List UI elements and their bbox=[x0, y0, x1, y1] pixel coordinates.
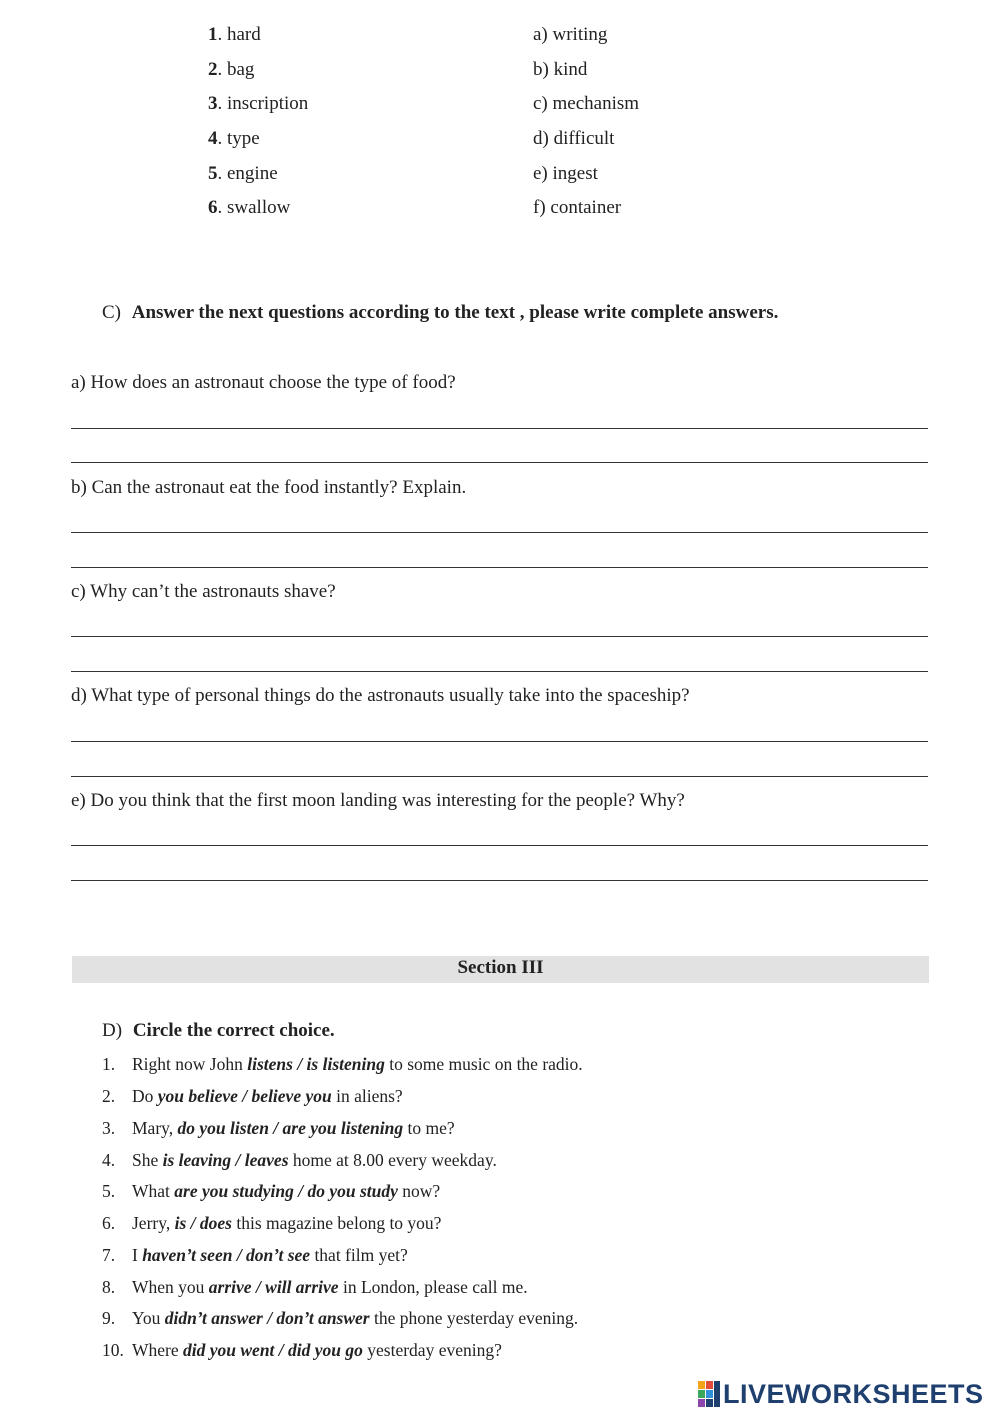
answer-line[interactable] bbox=[71, 636, 928, 637]
section-d-heading bbox=[102, 1020, 335, 1042]
answer-line[interactable] bbox=[71, 880, 928, 881]
choice-item: 2. Do you believe / believe you in aliens? bbox=[102, 1086, 403, 1106]
liveworksheets-wordmark: LIVEWORKSHEETS bbox=[723, 1378, 984, 1409]
choice-item: 5. What are you studying / do you study now? bbox=[102, 1181, 441, 1201]
answer-line[interactable] bbox=[71, 428, 928, 429]
match-left-item: 5. engine bbox=[208, 163, 278, 184]
choice-item: 9. You didn’t answer / don’t answer the phone yesterday evening. bbox=[102, 1308, 579, 1328]
choice-item: 6. Jerry, is / does this magazine belong to you? bbox=[102, 1213, 442, 1233]
choice-options[interactable]: listens / is listening bbox=[247, 1054, 385, 1074]
section-c-heading bbox=[102, 302, 778, 324]
answer-line[interactable] bbox=[71, 741, 928, 742]
match-row bbox=[0, 163, 1000, 193]
choice-options[interactable]: do you listen / are you listening bbox=[177, 1118, 404, 1138]
choice-item: 1. Right now John listens / is listening to some music on the radio. bbox=[102, 1054, 583, 1074]
answer-line[interactable] bbox=[71, 532, 928, 533]
liveworksheets-mark-icon bbox=[697, 1380, 721, 1408]
match-right-item: c) mechanism bbox=[533, 93, 640, 114]
section-title-bar: Section III bbox=[72, 956, 929, 983]
answer-line[interactable] bbox=[71, 671, 928, 672]
match-right-item: b) kind bbox=[533, 59, 588, 80]
choice-item: 10. Where did you went / did you go yesterday evening? bbox=[102, 1340, 502, 1360]
section-c-instruction: Answer the next questions according to the text , please write complete answers. bbox=[131, 302, 779, 323]
choice-options[interactable]: you believe / believe you bbox=[157, 1086, 332, 1106]
section-d-instruction: Circle the correct choice. bbox=[132, 1020, 335, 1041]
match-right-item: d) difficult bbox=[533, 128, 615, 149]
match-row bbox=[0, 128, 1000, 158]
match-right-item: f) container bbox=[533, 197, 622, 218]
choice-item: 4. She is leaving / leaves home at 8.00 every weekday. bbox=[102, 1150, 497, 1170]
choice-item: 7. I haven’t seen / don’t see that film yet? bbox=[102, 1245, 408, 1265]
answer-line[interactable] bbox=[71, 845, 928, 846]
match-row bbox=[0, 59, 1000, 89]
match-left-item: 2. bag bbox=[208, 59, 255, 80]
choice-item: 3. Mary, do you listen / are you listening to me? bbox=[102, 1118, 455, 1138]
question-e: e) Do you think that the first moon landing was interesting for the people? Why? bbox=[71, 790, 685, 811]
match-left-item: 6. swallow bbox=[208, 197, 291, 218]
match-right-item: a) writing bbox=[533, 24, 608, 45]
choice-options[interactable]: didn’t answer / don’t answer bbox=[164, 1308, 370, 1328]
choice-options[interactable]: did you went / did you go bbox=[183, 1340, 363, 1360]
choice-options[interactable]: arrive / will arrive bbox=[208, 1277, 339, 1297]
answer-line[interactable] bbox=[71, 567, 928, 568]
question-d: d) What type of personal things do the astronauts usually take into the spaceship? bbox=[71, 685, 690, 706]
match-row bbox=[0, 93, 1000, 123]
choice-options[interactable]: are you studying / do you study bbox=[174, 1181, 398, 1201]
match-left-item: 3. inscription bbox=[208, 93, 309, 114]
liveworksheets-logo[interactable] bbox=[697, 1378, 984, 1410]
match-left-item: 1. hard bbox=[208, 24, 261, 45]
question-b: b) Can the astronaut eat the food instantly? Explain. bbox=[71, 477, 467, 498]
choice-options[interactable]: is / does bbox=[174, 1213, 232, 1233]
choice-options[interactable]: is leaving / leaves bbox=[162, 1150, 289, 1170]
match-row bbox=[0, 24, 1000, 54]
section-c-letter: C) bbox=[102, 302, 121, 323]
answer-line[interactable] bbox=[71, 462, 928, 463]
answer-line[interactable] bbox=[71, 776, 928, 777]
match-left-item: 4. type bbox=[208, 128, 260, 149]
section-d-letter: D) bbox=[102, 1020, 123, 1041]
question-c: c) Why can’t the astronauts shave? bbox=[71, 581, 336, 602]
match-right-item: e) ingest bbox=[533, 163, 598, 184]
choice-item: 8. When you arrive / will arrive in London, please call me. bbox=[102, 1277, 528, 1297]
match-row bbox=[0, 197, 1000, 227]
choice-options[interactable]: haven’t seen / don’t see bbox=[142, 1245, 311, 1265]
question-a: a) How does an astronaut choose the type of food? bbox=[71, 372, 456, 393]
